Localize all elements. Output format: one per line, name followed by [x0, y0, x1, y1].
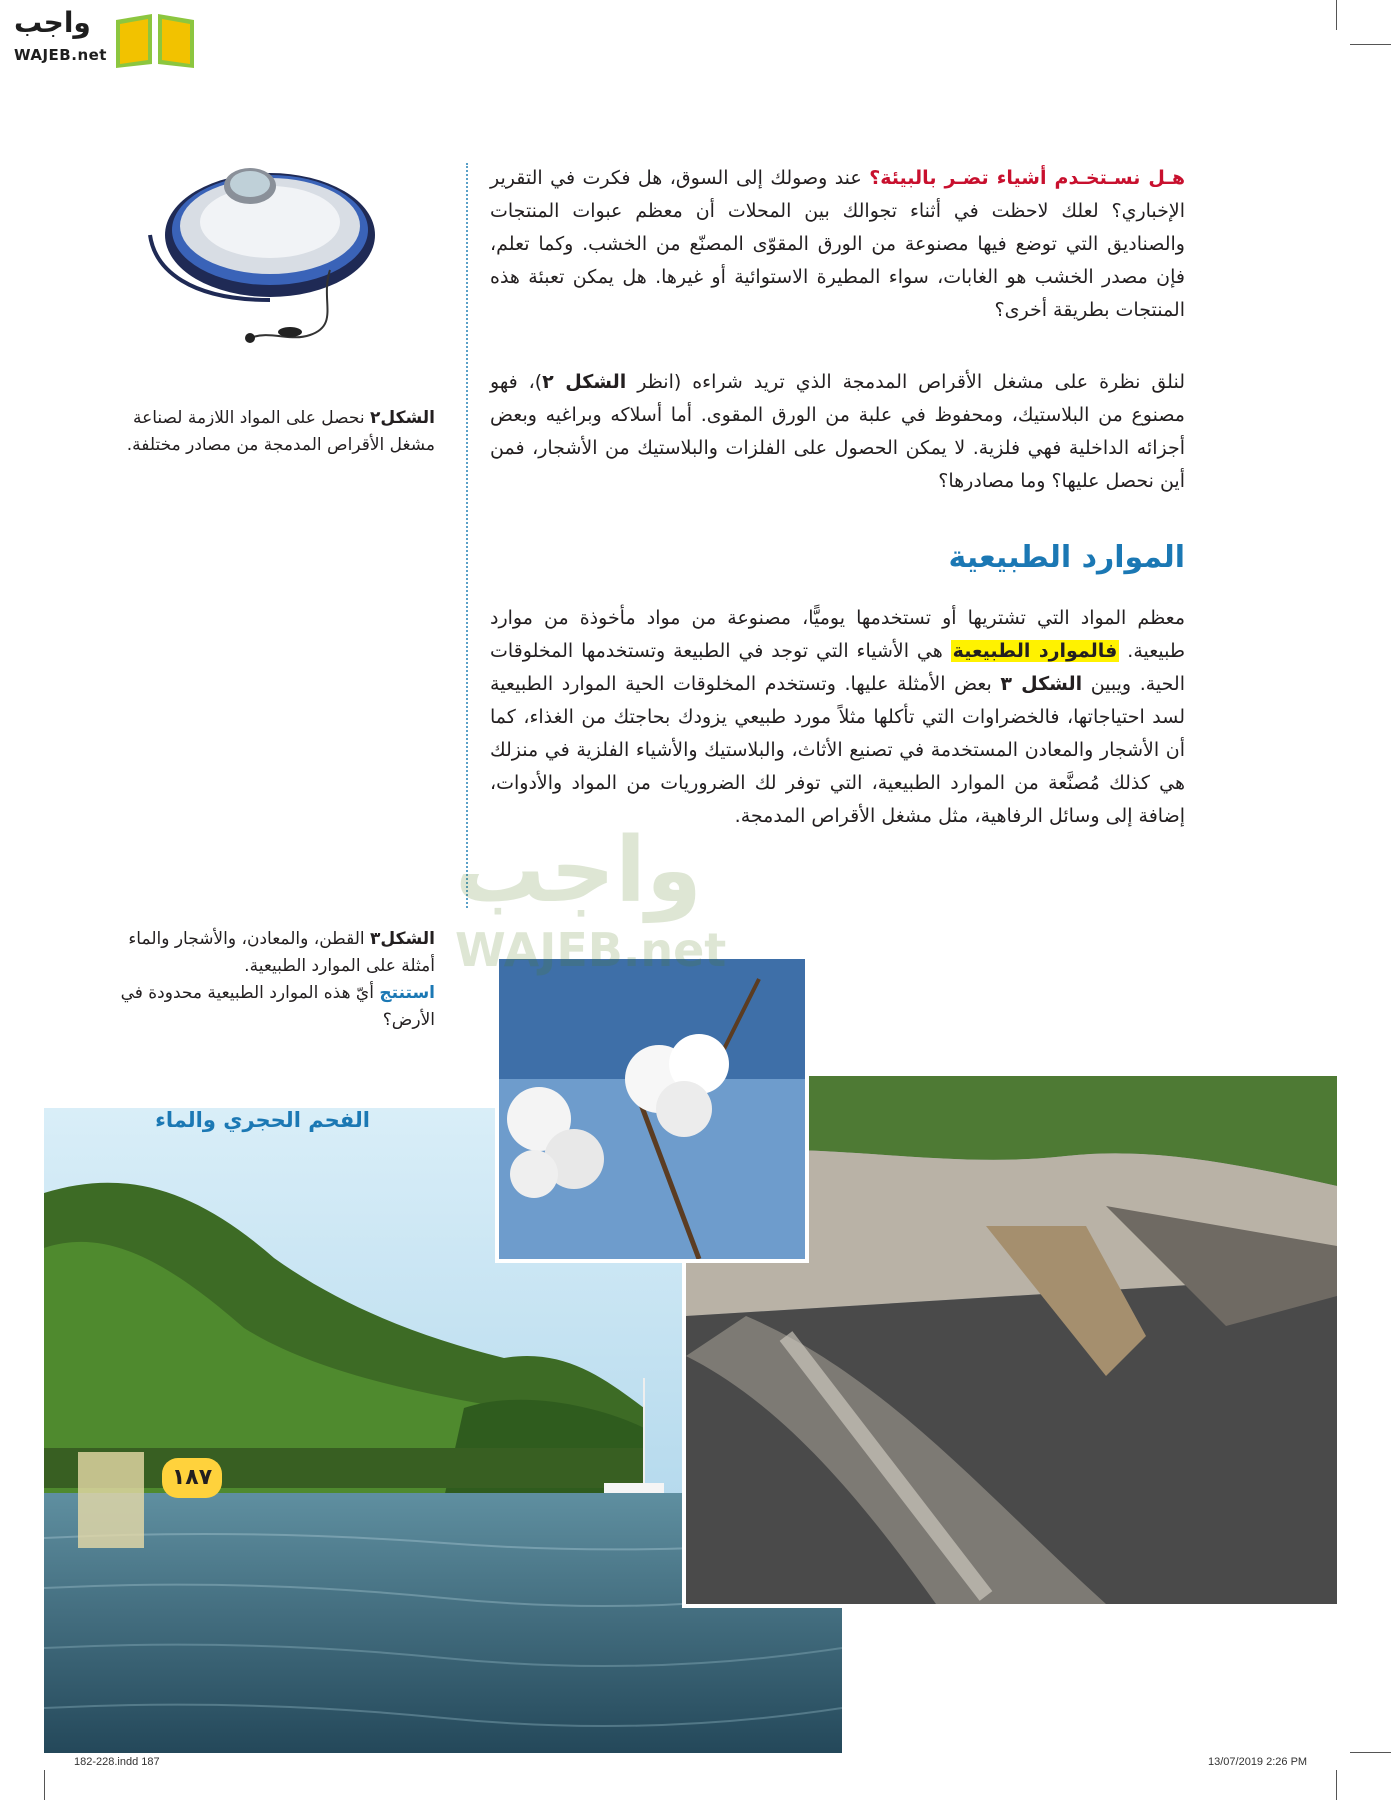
figure-label: الشكل٣ — [370, 929, 435, 949]
watermark-arabic: واجب — [455, 818, 702, 923]
paragraph-cd-player — [490, 366, 1185, 498]
wajeb-logo[interactable] — [10, 6, 190, 68]
infer-question: أيّ هذه الموارد الطبيعية محدودة في الأرض؟ — [120, 983, 435, 1030]
coal-water-label: الفحم الحجري والماء — [155, 1108, 370, 1132]
crop-mark — [1350, 44, 1391, 45]
caption-text: القطن، والمعادن، والأشجار والماء أمثلة على الموارد الطبيعية. — [128, 929, 435, 976]
figure-reference: الشكل ٢ — [542, 371, 627, 393]
paragraph-text: هي الأشياء التي توجد في الطبيعة وتستخدمها المخلوقات الحية. ويبين — [490, 640, 1185, 695]
column-divider — [466, 163, 468, 908]
page-tab — [78, 1452, 144, 1548]
footer-date: 13/07/2019 2:26 PM — [1208, 1756, 1308, 1768]
figure-2-caption — [120, 405, 435, 459]
paragraph-text: بعض الأمثلة عليها. وتستخدم المخلوقات الحية الموارد الطبيعية لسد احتياجاتها، فالخضراوات التي تأكلها مثلاً مورد طبيعي يزودك بحاجتك من الغذاء، كما أن الأشجار والمعادن المستخدمة في تصنيع الأثاث، والبلاستيك والأشياء الفلزية في منزلك هي كذلك مُصنَّعة من الموارد الطبيعية، التي توفر لك الضروريات من المواد والأدوات، إضافة إلى وسائل الرفاهية، مثل مشغل الأقراص المدمجة. — [490, 673, 1185, 827]
logo-arabic-text: واجب — [14, 6, 91, 39]
footer-file: 182-228.indd 187 — [74, 1756, 160, 1768]
crop-mark — [1336, 1770, 1337, 1800]
caption-text: نحصل على المواد اللازمة لصناعة مشغل الأقراص المدمجة من مصادر مختلفة. — [126, 408, 435, 455]
watermark — [455, 818, 945, 978]
highlighted-term: فالموارد الطبيعية — [952, 640, 1118, 662]
cotton-photo — [495, 955, 809, 1263]
figure-reference: الشكل ٣ — [1000, 673, 1083, 695]
crop-mark — [1336, 0, 1337, 30]
infer-label: استنتج — [379, 983, 435, 1003]
paragraph-environment — [490, 162, 1185, 327]
book-icon — [112, 10, 198, 68]
paragraph-text: )، فهو مصنوع من البلاستيك، ومحفوظ في علبة من الورق المقوى. أما أسلاكه وبراغيه وبعض أجزائه الداخلية فهي فلزية. لا يمكن الحصول على الفلزات والبلاستيك من الأشجار، فمن أين نحصل عليها؟ وما مصادرها؟ — [490, 371, 1185, 492]
paragraph-heading: هـل نسـتخـدم أشياء تضـر بالبيئة؟ — [869, 167, 1185, 189]
cd-player-image — [130, 150, 380, 350]
page-number: ١٨٧ — [162, 1458, 222, 1498]
paragraph-text: لنلق نظرة على مشغل الأقراص المدمجة الذي تريد شراءه (انظر — [637, 371, 1185, 393]
paragraph-natural-resources — [490, 602, 1185, 833]
paragraph-body: عند وصولك إلى السوق، هل فكرت في التقرير الإخباري؟ لعلك لاحظت في أثناء تجوالك بين المحلات أن معظم عبوات المنتجات والصناديق التي توضع فيها مصنوعة من الورق المقوّى المصنّع من الخشب. وكما تعلم، فإن مصدر الخشب هو الغابات، سواء المطيرة الاستوائية أو غيرها. هل يمكن تعبئة هذه المنتجات بطريقة أخرى؟ — [490, 167, 1185, 321]
crop-mark — [44, 1770, 45, 1800]
figure-3-caption — [120, 926, 435, 1034]
paragraph-text: معظم المواد التي تشتريها أو تستخدمها يوميًّا، مصنوعة من مواد مأخوذة من موارد طبيعية. — [490, 607, 1185, 662]
watermark-latin: WAJEB.net — [455, 923, 727, 977]
crop-mark — [1350, 1752, 1391, 1753]
section-title: الموارد الطبيعية — [948, 540, 1185, 575]
logo-latin-text: WAJEB.net — [14, 46, 107, 64]
figure-label: الشكل٢ — [370, 408, 435, 428]
